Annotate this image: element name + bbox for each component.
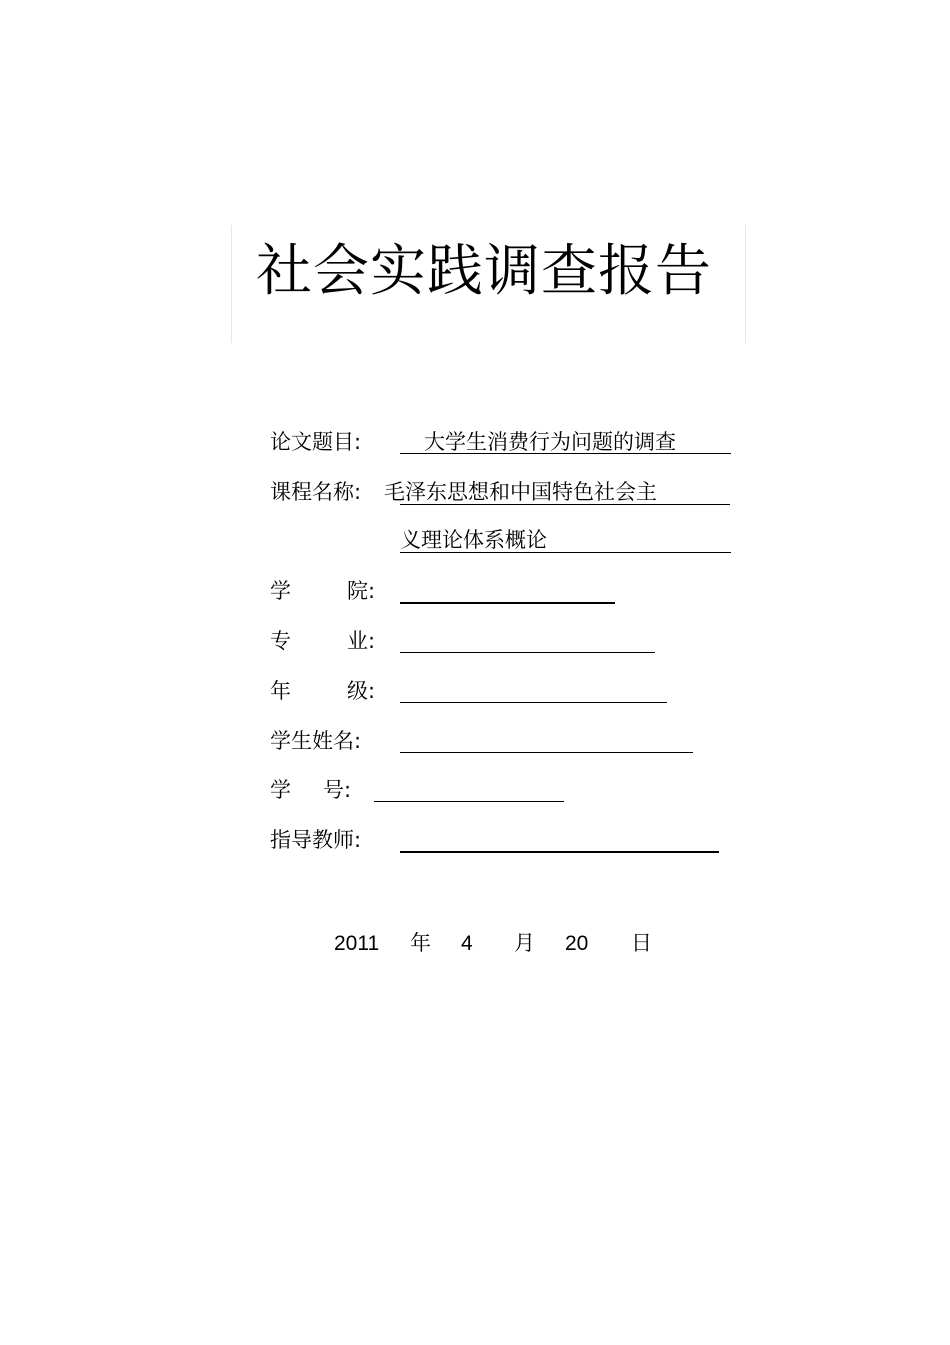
- date-month: 4: [461, 932, 473, 955]
- course-label: 课程名称:: [270, 480, 362, 504]
- page-title: 社会实践调查报告: [256, 239, 712, 304]
- title-frame-right-line: [745, 225, 746, 343]
- major-label-b: 业:: [347, 629, 376, 653]
- date-day: 20: [565, 932, 589, 955]
- thesis-value: 大学生消费行为问题的调查: [424, 430, 676, 454]
- major-field[interactable]: [400, 652, 655, 653]
- advisor-field[interactable]: [400, 851, 719, 853]
- date-day-unit: 日: [631, 932, 652, 955]
- thesis-underline: [400, 453, 731, 454]
- title-frame-left-line: [231, 225, 232, 343]
- student-name-field[interactable]: [400, 752, 693, 753]
- thesis-label: 论文题目:: [270, 430, 362, 454]
- college-label-b: 院:: [347, 579, 376, 603]
- advisor-label: 指导教师:: [270, 828, 362, 852]
- student-id-field[interactable]: [374, 801, 564, 802]
- grade-field[interactable]: [400, 702, 667, 703]
- course-underline-1: [400, 504, 730, 505]
- student-id-label-a: 学: [270, 778, 291, 802]
- grade-label-b: 级:: [347, 679, 376, 703]
- college-label-a: 学: [270, 579, 291, 603]
- major-label-a: 专: [270, 629, 291, 653]
- student-id-label-b: 号:: [323, 778, 352, 802]
- course-underline-2: [400, 552, 731, 553]
- date-year: 2011: [334, 932, 380, 955]
- date-year-unit: 年: [410, 932, 431, 955]
- grade-label-a: 年: [270, 679, 291, 703]
- course-value-line2: 义理论体系概论: [400, 528, 547, 552]
- course-value-line1: 毛泽东思想和中国特色社会主: [384, 480, 657, 504]
- date-month-unit: 月: [514, 932, 535, 955]
- student-name-label: 学生姓名:: [270, 729, 362, 753]
- college-field[interactable]: [400, 602, 615, 604]
